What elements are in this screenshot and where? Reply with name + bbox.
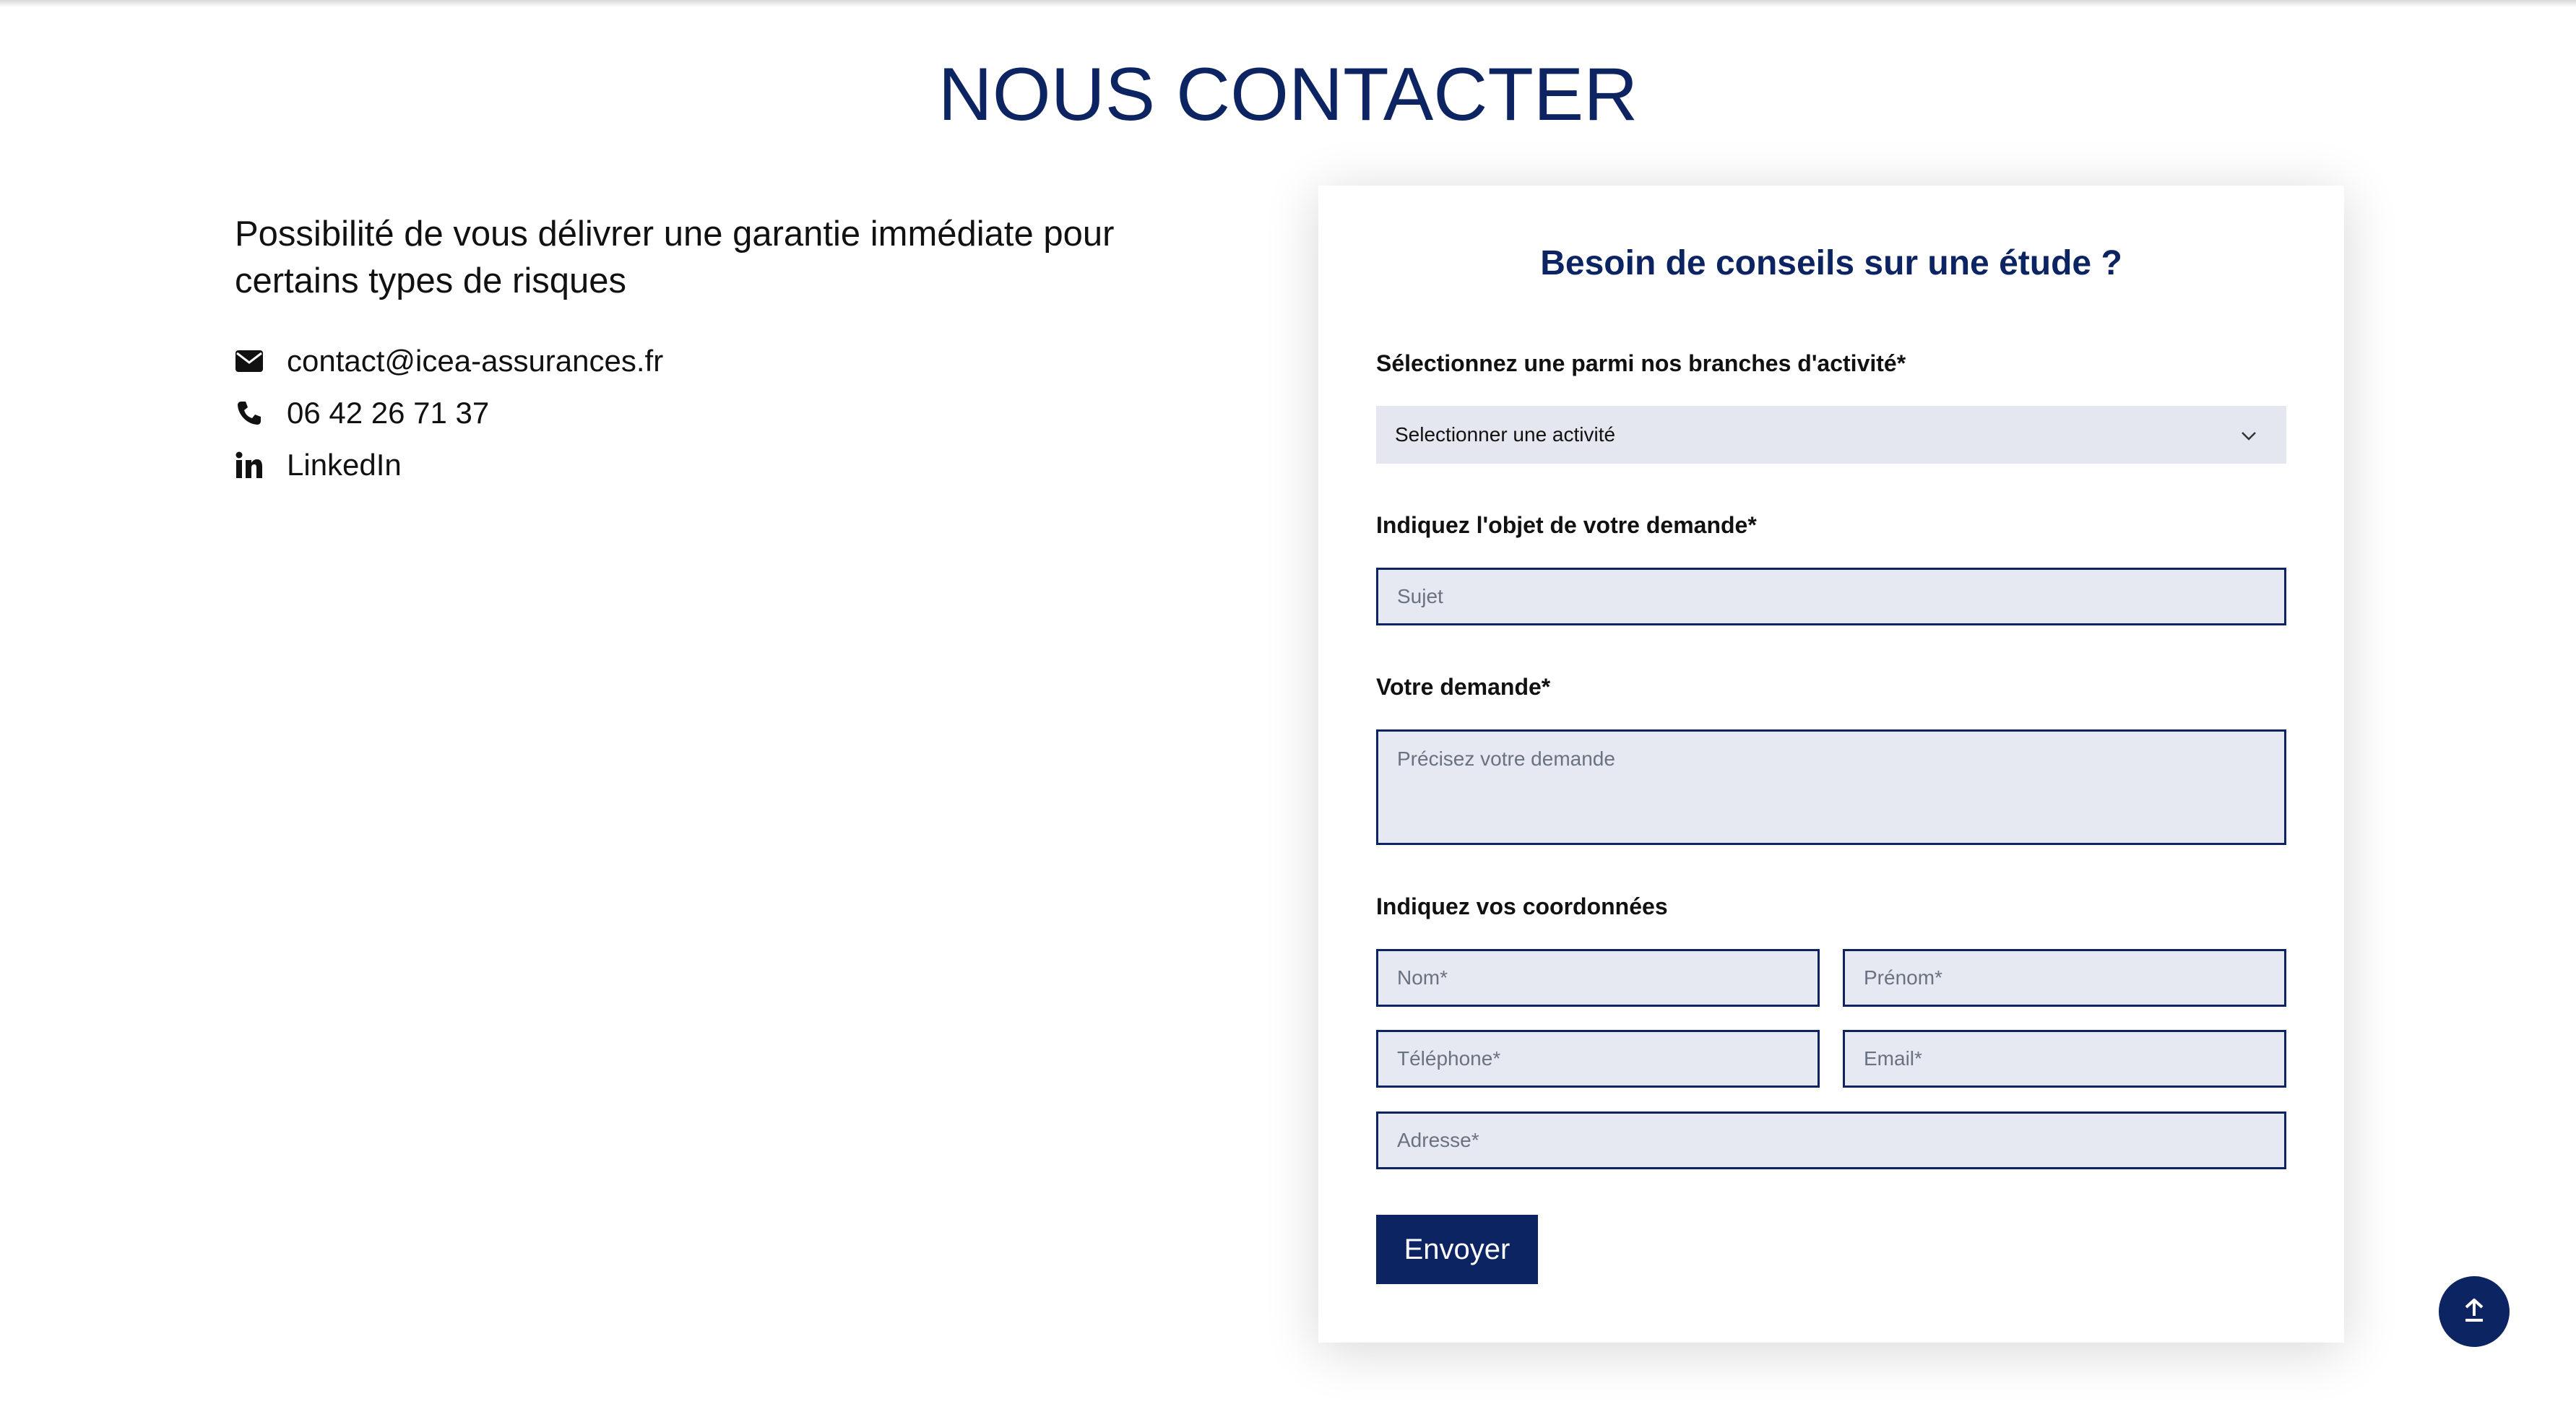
activity-select-value: Selectionner une activité: [1395, 423, 1616, 446]
telephone-input[interactable]: [1376, 1030, 1820, 1088]
subject-input[interactable]: [1376, 568, 2286, 625]
request-label: Votre demande*: [1376, 674, 1551, 700]
request-textarea[interactable]: [1376, 729, 2286, 845]
contact-intro: Possibilité de vous délivrer une garantie immédiate pour certains types de risques: [235, 214, 1115, 300]
coordinates-label: Indiquez vos coordonnées: [1376, 893, 1668, 919]
subject-label: Indiquez l'objet de votre demande*: [1376, 512, 1757, 538]
contact-email-item[interactable]: [235, 335, 663, 387]
contact-linkedin-link[interactable]: LinkedIn: [287, 448, 402, 482]
contact-email-link[interactable]: contact@icea-assurances.fr: [287, 344, 664, 378]
arrow-up-icon: [2462, 1297, 2486, 1327]
nom-input[interactable]: [1376, 949, 1820, 1007]
adresse-input[interactable]: [1376, 1112, 2286, 1169]
email-input[interactable]: [1843, 1030, 2286, 1088]
contact-linkedin-item[interactable]: [235, 439, 663, 491]
header-shadow: [0, 0, 2576, 7]
page-title: NOUS CONTACTER: [938, 53, 1638, 136]
contact-form: [1318, 186, 2344, 1343]
activity-label: Sélectionnez une parmi nos branches d'activité*: [1376, 350, 1906, 376]
phone-icon: [235, 399, 264, 428]
send-button[interactable]: Envoyer: [1376, 1215, 1538, 1284]
linkedin-icon: [235, 451, 264, 480]
contact-phone-item[interactable]: [235, 387, 663, 439]
prenom-input[interactable]: [1843, 949, 2286, 1007]
contact-list: [235, 335, 663, 491]
chevron-down-icon: [2240, 426, 2257, 443]
envelope-icon: [235, 347, 264, 376]
contact-phone-link[interactable]: 06 42 26 71 37: [287, 396, 490, 430]
scroll-to-top-button[interactable]: [2439, 1276, 2510, 1347]
form-title: Besoin de conseils sur une étude ?: [1540, 244, 2122, 282]
activity-select[interactable]: [1376, 406, 2286, 464]
